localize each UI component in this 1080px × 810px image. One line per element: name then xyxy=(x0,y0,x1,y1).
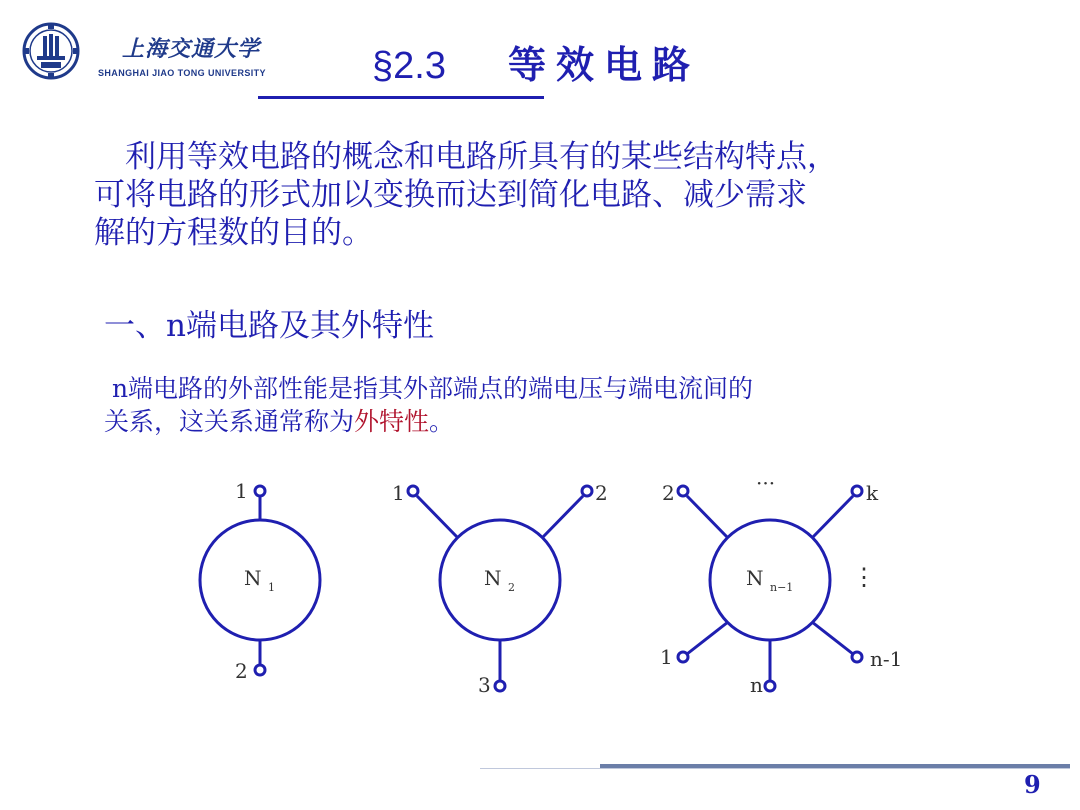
intro-line: 解的方程数的目的。 xyxy=(94,215,373,251)
terminal-label: 1 xyxy=(235,479,248,503)
intro-line-1: 利用等效电路的概念和电路所具有的某些结构特点， xyxy=(125,139,838,175)
terminal-node xyxy=(255,665,265,675)
description-line-2: 关系，这关系通常称为 xyxy=(104,407,355,436)
n-terminal-diagram xyxy=(180,470,940,710)
footer-rule-thin xyxy=(480,768,1070,769)
terminal-label: n-1 xyxy=(870,647,903,671)
terminal-lead xyxy=(417,496,458,538)
terminal-lead xyxy=(542,496,583,538)
terminal-node xyxy=(765,681,775,691)
section-heading: 一、n端电路及其外特性 xyxy=(104,308,434,344)
description-paragraph xyxy=(104,372,1004,438)
terminal-node xyxy=(678,652,688,662)
university-emblem-icon xyxy=(22,22,80,80)
title-underline xyxy=(258,96,544,99)
network-label-n: N xyxy=(746,566,764,590)
terminal-node xyxy=(678,486,688,496)
description-line-1: n端电路的外部性能是指其外部端点的端电压与端电流间的 xyxy=(111,374,754,403)
terminal-label: 3 xyxy=(478,673,491,697)
page-number: 9 xyxy=(1024,770,1041,799)
university-name-cn: 上海交通大学 xyxy=(122,36,261,62)
terminal-label: 2 xyxy=(235,659,248,683)
terminal-lead xyxy=(812,622,853,654)
terminal-ellipsis: ··· xyxy=(756,471,776,495)
description-period: 。 xyxy=(429,407,455,436)
terminal-node xyxy=(408,486,418,496)
terminal-node xyxy=(495,681,505,691)
terminal-lead xyxy=(687,622,728,654)
terminal-label: n xyxy=(750,673,763,697)
description-line xyxy=(104,405,1004,438)
terminal-lead xyxy=(687,496,728,538)
section-title: 等效电路 xyxy=(507,45,700,87)
intro-line xyxy=(94,138,1054,176)
term-highlight: 外特性 xyxy=(354,407,430,436)
terminal-label: k xyxy=(866,481,879,505)
university-logo xyxy=(22,22,282,84)
terminal-node xyxy=(852,486,862,496)
terminal-node xyxy=(852,652,862,662)
intro-line: 可将电路的形式加以变换而达到简化电路、减少需求 xyxy=(94,177,807,213)
terminal-vertical-ellipsis: ⋮ xyxy=(852,563,876,591)
network-label-n: N xyxy=(484,566,502,590)
terminal-label: 2 xyxy=(662,481,675,505)
terminal-label: 2 xyxy=(595,481,608,505)
university-name-en: SHANGHAI JIAO TONG UNIVERSITY xyxy=(98,68,266,78)
terminal-node xyxy=(255,486,265,496)
network-label-sub: 2 xyxy=(508,581,515,594)
network-label-sub: n−1 xyxy=(770,581,794,594)
description-line xyxy=(104,372,1004,405)
network-label-sub: 1 xyxy=(268,581,275,594)
terminal-node xyxy=(582,486,592,496)
intro-paragraph xyxy=(94,138,1054,252)
terminal-label: 1 xyxy=(660,645,673,669)
section-number: §2.3 xyxy=(372,45,446,87)
network-label-n: N xyxy=(244,566,262,590)
page-title xyxy=(372,34,700,89)
terminal-label: 1 xyxy=(392,481,405,505)
terminal-lead xyxy=(812,496,853,538)
